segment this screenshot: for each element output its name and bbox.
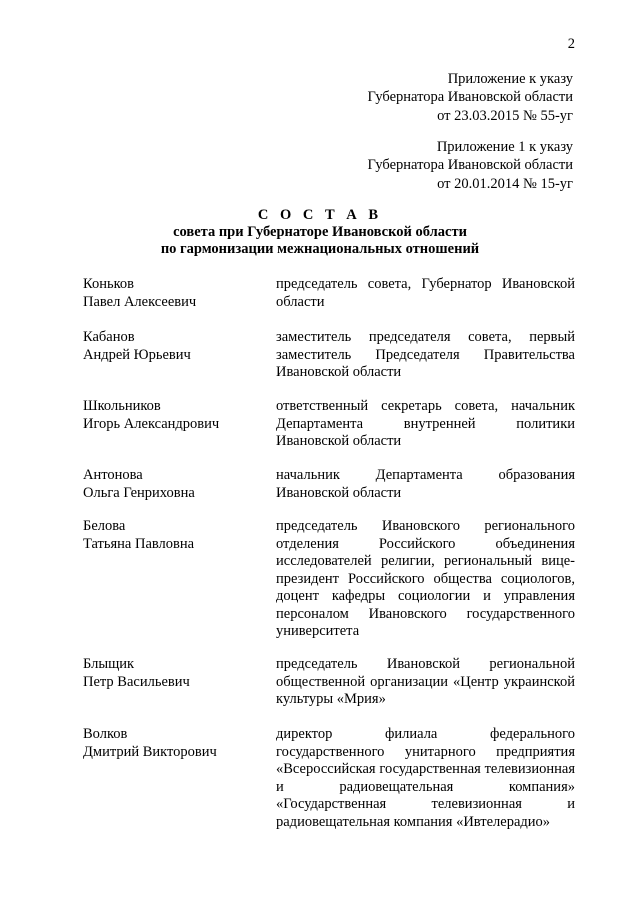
member-surname: Коньков — [83, 276, 134, 292]
title-line: по гармонизации межнациональных отношений — [160, 241, 480, 257]
member-given-name: Игорь Александрович — [83, 415, 220, 432]
page-number: 2 — [567, 36, 575, 52]
appendix-line: от 23.03.2015 № 55-уг — [437, 107, 573, 124]
member-surname: Школьников — [83, 398, 161, 414]
member-role: председатель Ивановского регионального отделения Российского объединения исследователей религии, региональный вице-президент Российского общества социологов, доцент кафедры социологии и управления персоналом Ивановского государственного университета — [276, 518, 575, 639]
member-given-name: Татьяна Павловна — [83, 535, 195, 552]
member-name — [83, 656, 263, 691]
member-given-name: Дмитрий Викторович — [83, 743, 217, 760]
appendix-line: Приложение 1 к указу — [436, 139, 573, 155]
member-given-name: Петр Васильевич — [83, 673, 190, 690]
appendix-reference-original — [368, 138, 573, 193]
appendix-line: Приложение к указу — [447, 71, 573, 87]
member-name — [83, 518, 263, 553]
appendix-line: Губернатора Ивановской области — [367, 89, 573, 106]
appendix-reference-current — [368, 70, 573, 125]
member-role: заместитель председателя совета, первый заместитель Председателя Правительства Ивановской области — [276, 329, 575, 380]
member-role: ответственный секретарь совета, начальник Департамента внутренней политики Ивановской области — [276, 398, 575, 449]
member-role: начальник Департамента образования Ивановской области — [276, 467, 575, 501]
document-title — [0, 207, 640, 258]
member-surname: Кабанов — [83, 329, 135, 345]
member-name — [83, 329, 263, 364]
appendix-line: от 20.01.2014 № 15-уг — [437, 175, 573, 192]
member-given-name: Павел Алексеевич — [83, 293, 197, 310]
member-surname: Волков — [83, 726, 128, 742]
member-surname: Белова — [83, 518, 126, 534]
appendix-line: Губернатора Ивановской области — [367, 157, 573, 174]
member-role: председатель Ивановской региональной общественной организации «Центр украинской культуры «Мрия» — [276, 656, 575, 707]
member-name — [83, 398, 263, 433]
member-name — [83, 467, 263, 502]
member-name — [83, 726, 263, 761]
member-role: директор филиала федерального государственного унитарного предприятия «Всероссийская государственная телевизионная и радиовещательная компания» «Государственная телевизионная и радиовещательная компания «Ивтелерадио» — [276, 726, 575, 830]
member-role: председатель совета, Губернатор Ивановской области — [276, 276, 575, 310]
member-given-name: Андрей Юрьевич — [83, 346, 191, 363]
title-line: совета при Губернаторе Ивановской области — [173, 224, 467, 240]
member-surname: Антонова — [83, 467, 143, 483]
title-heading: С О С Т А В — [257, 207, 383, 223]
member-surname: Блыщик — [83, 656, 135, 672]
member-name — [83, 276, 263, 311]
member-given-name: Ольга Генриховна — [83, 484, 195, 501]
